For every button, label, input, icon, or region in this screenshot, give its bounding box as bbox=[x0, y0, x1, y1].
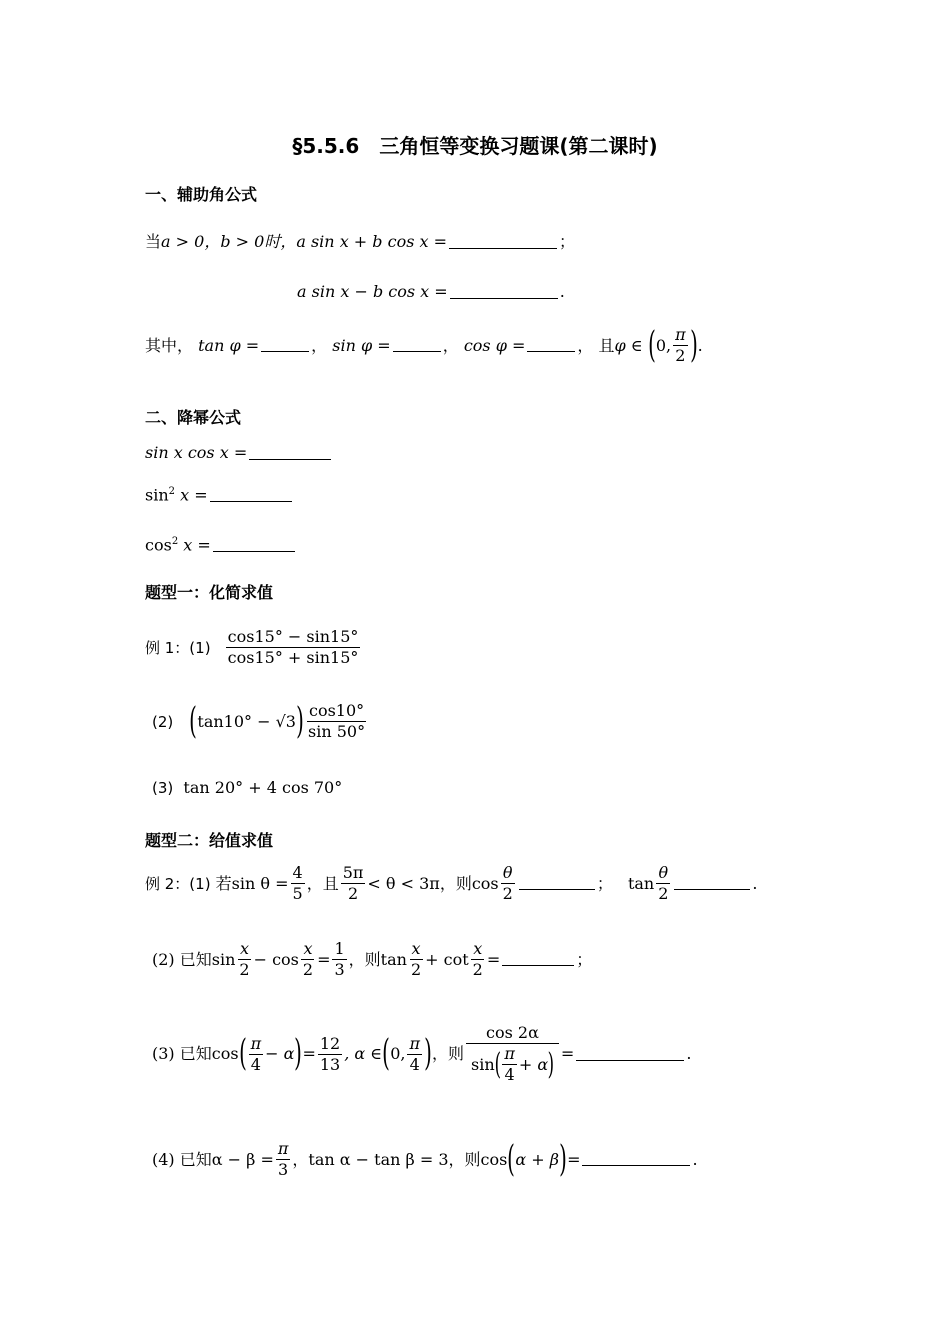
formula-a-minus-b: a sin x − b cos x = . bbox=[297, 282, 565, 301]
section-heading-type-two: 题型二：给值求值 bbox=[145, 831, 274, 850]
example1-q1: 例 1：(1) $\frac{\cos 15^\circ - \sin 15^\circ}{\cos 15^\circ + \sin 15^\circ}$ bbox=[145, 627, 359, 667]
answer-blank[interactable] bbox=[249, 445, 331, 460]
example1-q3: (3) tan 20° + 4 cos 70° bbox=[152, 778, 343, 797]
answer-blank[interactable] bbox=[213, 537, 295, 552]
page-title: §5.5.6 三角恒等变换习题课(第二课时) bbox=[292, 134, 658, 158]
example2-q3: (3) 已知cos( $\frac{\pi}{4}$ − α)= $\frac{12}{13}$ , α ∈(0, $\frac{\pi}{4}$ )，则 cos 2α sin( $\frac{\pi}{4}$ + α) = . bbox=[152, 1023, 692, 1084]
answer-blank[interactable] bbox=[674, 875, 750, 890]
answer-blank[interactable] bbox=[261, 337, 309, 352]
formula-sin-squared: $\sin^2 x$ = bbox=[145, 482, 294, 505]
answer-blank[interactable] bbox=[519, 875, 595, 890]
formula-a-plus-b: 当a > 0，b > 0时，a sin x + b cos x = ； bbox=[145, 232, 576, 251]
formula-cos-squared: $\cos^2 x$ = bbox=[145, 532, 297, 555]
answer-blank[interactable] bbox=[576, 1046, 684, 1061]
answer-blank[interactable] bbox=[449, 234, 557, 249]
example2-q1: 例 2：(1) 若sin θ = $\frac{4}{5}$ ，且 $\frac{5\pi}{2}$ < θ < 3π，则cos $\frac{\theta}{2}$ ； tan $\frac{\theta}{2}$ . bbox=[145, 863, 758, 903]
answer-blank[interactable] bbox=[210, 487, 292, 502]
answer-blank[interactable] bbox=[582, 1151, 690, 1166]
answer-blank[interactable] bbox=[450, 284, 558, 299]
answer-blank[interactable] bbox=[502, 951, 574, 966]
example1-q2: (2) (tan10° − √3) $\frac{\cos 10^\circ}{\sin 50^\circ}$ bbox=[152, 700, 366, 742]
answer-blank[interactable] bbox=[527, 337, 575, 352]
section-heading-type-one: 题型一：化简求值 bbox=[145, 583, 274, 602]
formula-sinxcosx: sin x cos x = bbox=[145, 443, 333, 463]
answer-blank[interactable] bbox=[393, 337, 441, 352]
section-heading-auxiliary-angle: 一、辅助角公式 bbox=[145, 185, 258, 204]
section-heading-power-reduction: 二、降幂公式 bbox=[145, 408, 242, 427]
phi-definitions: 其中， tan φ = ， sin φ = ， cos φ = ， 且φ ∈ (0, $\frac{\pi}{2}$ ). bbox=[145, 324, 703, 366]
example2-q2: (2) 已知sin $\frac{x}{2}$ − cos $\frac{x}{2}$ = $\frac{1}{3}$ ，则tan $\frac{x}{2}$ + cot $\frac{x}{2}$ = ； bbox=[152, 939, 593, 979]
example2-q4: (4) 已知α − β = $\frac{\pi}{3}$ ，tan α − tan β = 3，则cos(α + β)= . bbox=[152, 1138, 698, 1180]
